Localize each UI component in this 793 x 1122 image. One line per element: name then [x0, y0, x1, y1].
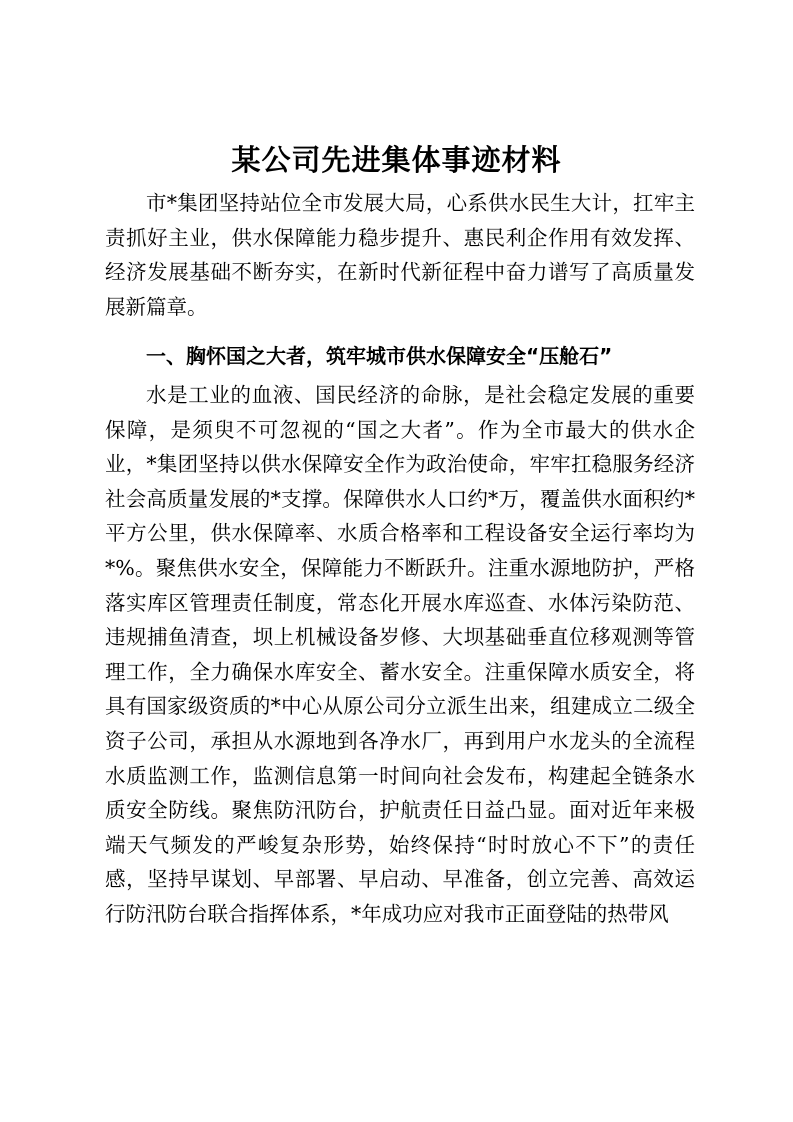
section-heading: 一、胸怀国之大者，筑牢城市供水保障安全“压舱石” [146, 344, 613, 368]
intro-paragraph: 市*集团坚持站位全市发展大局，心系供水民生大计，扛牢主责抓好主业，供水保障能力稳步提升、惠民利企作用有效发挥、经济发展基础不断夯实，在新时代新征程中奋力谱写了高质量发展新篇章。 [105, 191, 695, 319]
document-title: 某公司先进集体事迹材料 [231, 143, 562, 177]
section-paragraph: 水是工业的血液、国民经济的命脉，是社会稳定发展的重要保障，是须臾不可忽视的“国之大者”。作为全市最大的供水企业，*集团坚持以供水保障安全作为政治使命，牢牢扛稳服务经济社会高质量发展的*支撑。保障供水人口约*万，覆盖供水面积约*平方公里，供水保障率、水质合格率和工程设备安全运行率均为*%。聚焦供水安全，保障能力不断跃升。注重水源地防护，严格落实库区管理责任制度，常态化开展水库巡查、水体污染防范、违规捕鱼清查，坝上机械设备岁修、大坝基础垂直位移观测等管理工作，全力确保水库安全、蓄水安全。注重保障水质安全，将具有国家级资质的*中心从原公司分立派生出来，组建成立二级全资子公司，承担从水源地到各净水厂，再到用户水龙头的全流程水质监测工作，监测信息第一时间向社会发布，构建起全链条水质安全防线。聚焦防汛防台，护航责任日益凸显。面对近年来极端天气频发的严峻复杂形势，始终保持“时时放心不下”的责任感，坚持早谋划、早部署、早启动、早准备，创立完善、高效运行防汛防台联合指挥体系，*年成功应对我市正面登陆的热带风 [105, 383, 695, 926]
